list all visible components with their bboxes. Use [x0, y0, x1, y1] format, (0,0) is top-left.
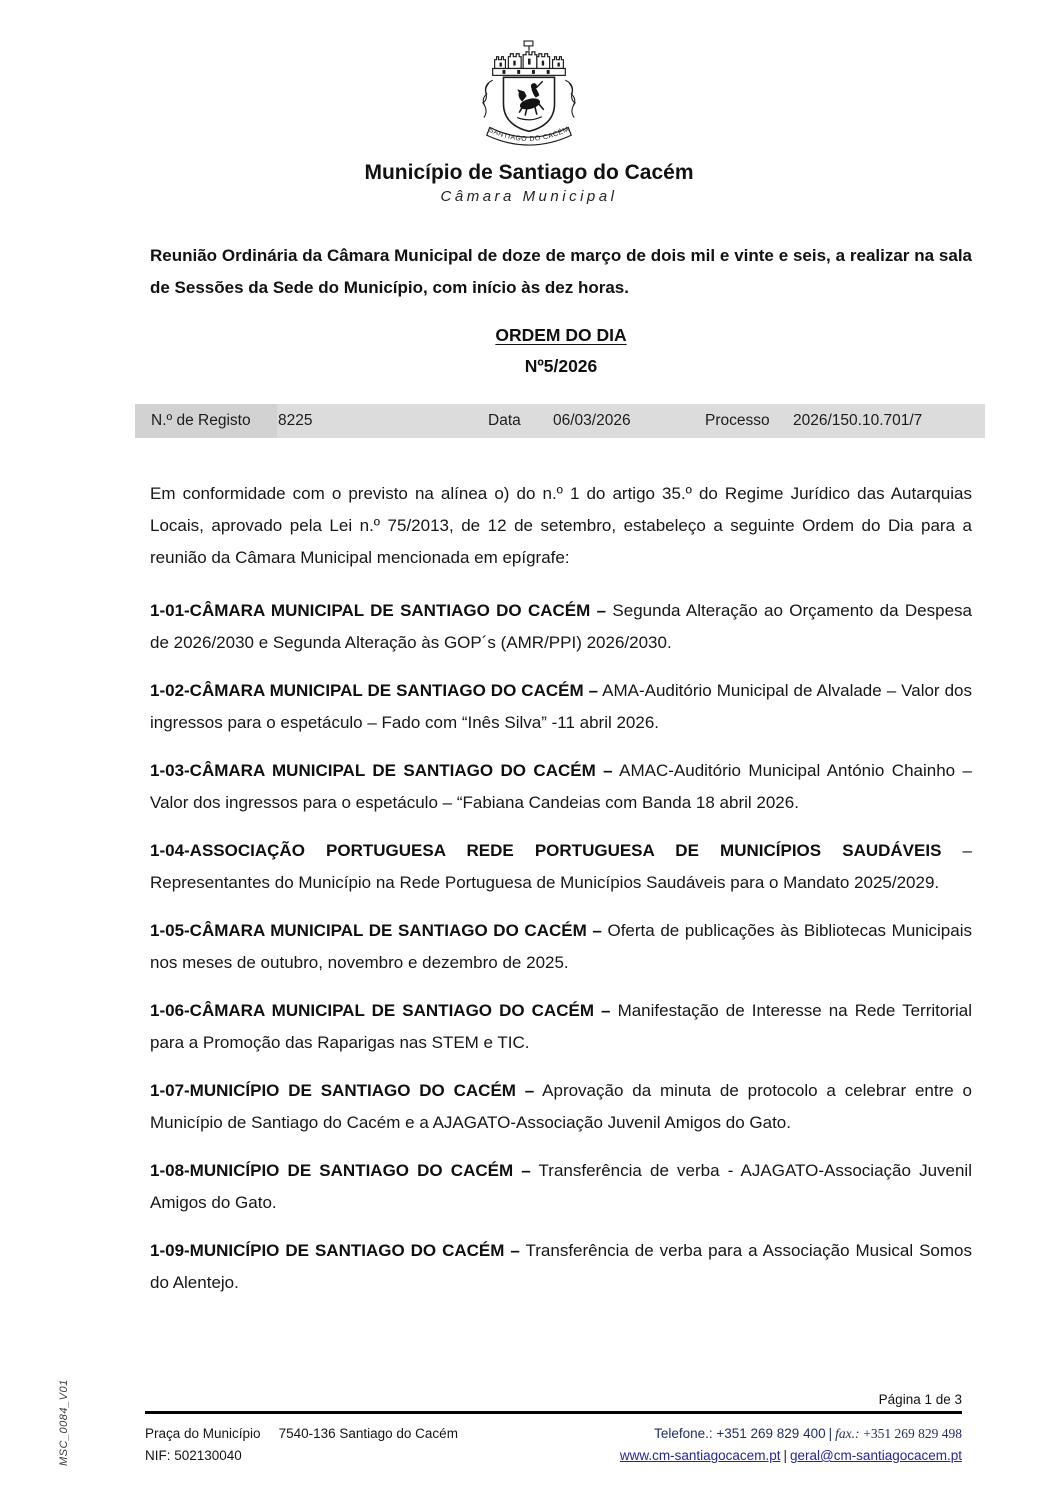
fax-label: fax.:	[835, 1426, 860, 1441]
agenda-item	[150, 995, 972, 1059]
fax-number: +351 269 829 498	[863, 1426, 962, 1441]
separator: |	[783, 1448, 787, 1463]
footer-contacts	[620, 1423, 962, 1467]
agenda-item	[150, 835, 972, 899]
agenda-items	[150, 595, 972, 1299]
crest-banner-text: SANTIAGO DO CACÉM	[487, 125, 571, 143]
meeting-announcement: Reunião Ordinária da Câmara Municipal de doze de março de dois mil e vinte e seis, a realizar na sala de Sessões da Sede do Município, com início às dez horas.	[150, 246, 972, 297]
agenda-item-body: Transferência de verba para a Associação Musical Somos do Alentejo.	[150, 1241, 972, 1292]
agenda-item-body: Aprovação da minuta de protocolo a celebrar entre o Município de Santiago do Cacém e a AJAGATO-Associação Juvenil Amigos do Gato.	[150, 1081, 972, 1132]
document-body	[150, 240, 972, 1299]
agenda-item-body: AMAC-Auditório Municipal António Chainho – Valor dos ingressos para o espetáculo – “Fabiana Candeias com Banda 18 abril 2026.	[150, 761, 972, 812]
footer-address	[145, 1423, 458, 1467]
nif: NIF: 502130040	[145, 1448, 242, 1463]
agenda-item-body: Oferta de publicações às Bibliotecas Municipais nos meses de outubro, novembro e dezembro de 2025.	[150, 921, 972, 972]
document-footer	[145, 1392, 962, 1467]
agenda-item-body: Transferência de verba - AJAGATO-Associação Juvenil Amigos do Gato.	[150, 1161, 972, 1212]
agenda-item-body: – Representantes do Município na Rede Portuguesa de Municípios Saudáveis para o Mandato 2025/2029.	[150, 841, 973, 892]
agenda-item	[150, 915, 972, 979]
agenda-item-title: 1-08-MUNICÍPIO DE SANTIAGO DO CACÉM –	[150, 1161, 531, 1180]
agenda-item-body: Manifestação de Interesse na Rede Territorial para a Promoção das Raparigas nas STEM e TIC.	[150, 1001, 972, 1052]
registry-value-data: 06/03/2026	[553, 412, 631, 429]
registry-value-registo: 8225	[278, 412, 313, 429]
municipality-name: Município de Santiago do Cacém	[364, 161, 694, 184]
municipal-coat-of-arms	[475, 38, 583, 152]
page-indicator: Página 1 de 3	[878, 1392, 962, 1407]
agenda-item	[150, 755, 972, 819]
address-name: Praça do Município	[145, 1426, 261, 1441]
agenda-item-title: 1-02-CÂMARA MUNICIPAL DE SANTIAGO DO CACÉM –	[150, 681, 599, 700]
phone-fax-line	[620, 1423, 962, 1445]
agenda-item	[150, 1155, 972, 1219]
website-link[interactable]: www.cm-santiagocacem.pt	[619, 1448, 781, 1463]
footer-rule	[145, 1411, 962, 1414]
separator: |	[828, 1426, 833, 1441]
agenda-title: ORDEM DO DIA	[495, 325, 627, 345]
agenda-item-title: 1-04-ASSOCIAÇÃO PORTUGUESA REDE PORTUGUESA DE MUNICÍPIOS SAUDÁVEIS	[150, 841, 942, 860]
agenda-item-title: 1-05-CÂMARA MUNICIPAL DE SANTIAGO DO CACÉM –	[150, 921, 602, 940]
agenda-item-body: Segunda Alteração ao Orçamento da Despesa de 2026/2030 e Segunda Alteração às GOP´s (AMR/PPI) 2026/2030.	[150, 601, 972, 652]
registry-label-data: Data	[488, 412, 521, 429]
registry-bar	[135, 404, 985, 438]
document-header	[0, 38, 1058, 205]
agenda-number: Nº5/2026	[524, 356, 598, 376]
agenda-item-title: 1-03-CÂMARA MUNICIPAL DE SANTIAGO DO CACÉM –	[150, 761, 613, 780]
phone-number: Telefone.: +351 269 829 400	[654, 1426, 826, 1441]
agenda-item-title: 1-01-CÂMARA MUNICIPAL DE SANTIAGO DO CACÉM –	[150, 601, 607, 620]
agenda-item-title: 1-07-MUNICÍPIO DE SANTIAGO DO CACÉM –	[150, 1081, 535, 1100]
registry-value-processo: 2026/150.10.701/7	[793, 412, 923, 429]
agenda-item-title: 1-09-MUNICÍPIO DE SANTIAGO DO CACÉM –	[150, 1241, 520, 1260]
document-code: MSC_0084_V01	[58, 1379, 70, 1466]
agenda-item-title: 1-06-CÂMARA MUNICIPAL DE SANTIAGO DO CACÉM –	[150, 1001, 611, 1020]
department-name: Câmara Municipal	[440, 188, 618, 205]
registry-label-processo: Processo	[705, 412, 770, 429]
email-link[interactable]: geral@cm-santiagocacem.pt	[789, 1448, 962, 1463]
agenda-item	[150, 675, 972, 739]
agenda-item	[150, 595, 972, 659]
agenda-item-body: AMA-Auditório Municipal de Alvalade – Valor dos ingressos para o espetáculo – Fado com “Inês Silva” -11 abril 2026.	[150, 681, 972, 732]
agenda-item	[150, 1235, 972, 1299]
registry-label-registo: N.º de Registo	[135, 404, 277, 438]
legal-preamble: Em conformidade com o previsto na alínea o) do n.º 1 do artigo 35.º do Regime Jurídico das Autarquias Locais, aprovado pela Lei n.º 75/2013, de 12 de setembro, estabeleço a seguinte Ordem do Dia para a reunião da Câmara Municipal mencionada em epígrafe:	[150, 484, 972, 567]
address-postal: 7540-136 Santiago do Cacém	[278, 1426, 458, 1441]
agenda-heading	[150, 320, 972, 382]
agenda-item	[150, 1075, 972, 1139]
